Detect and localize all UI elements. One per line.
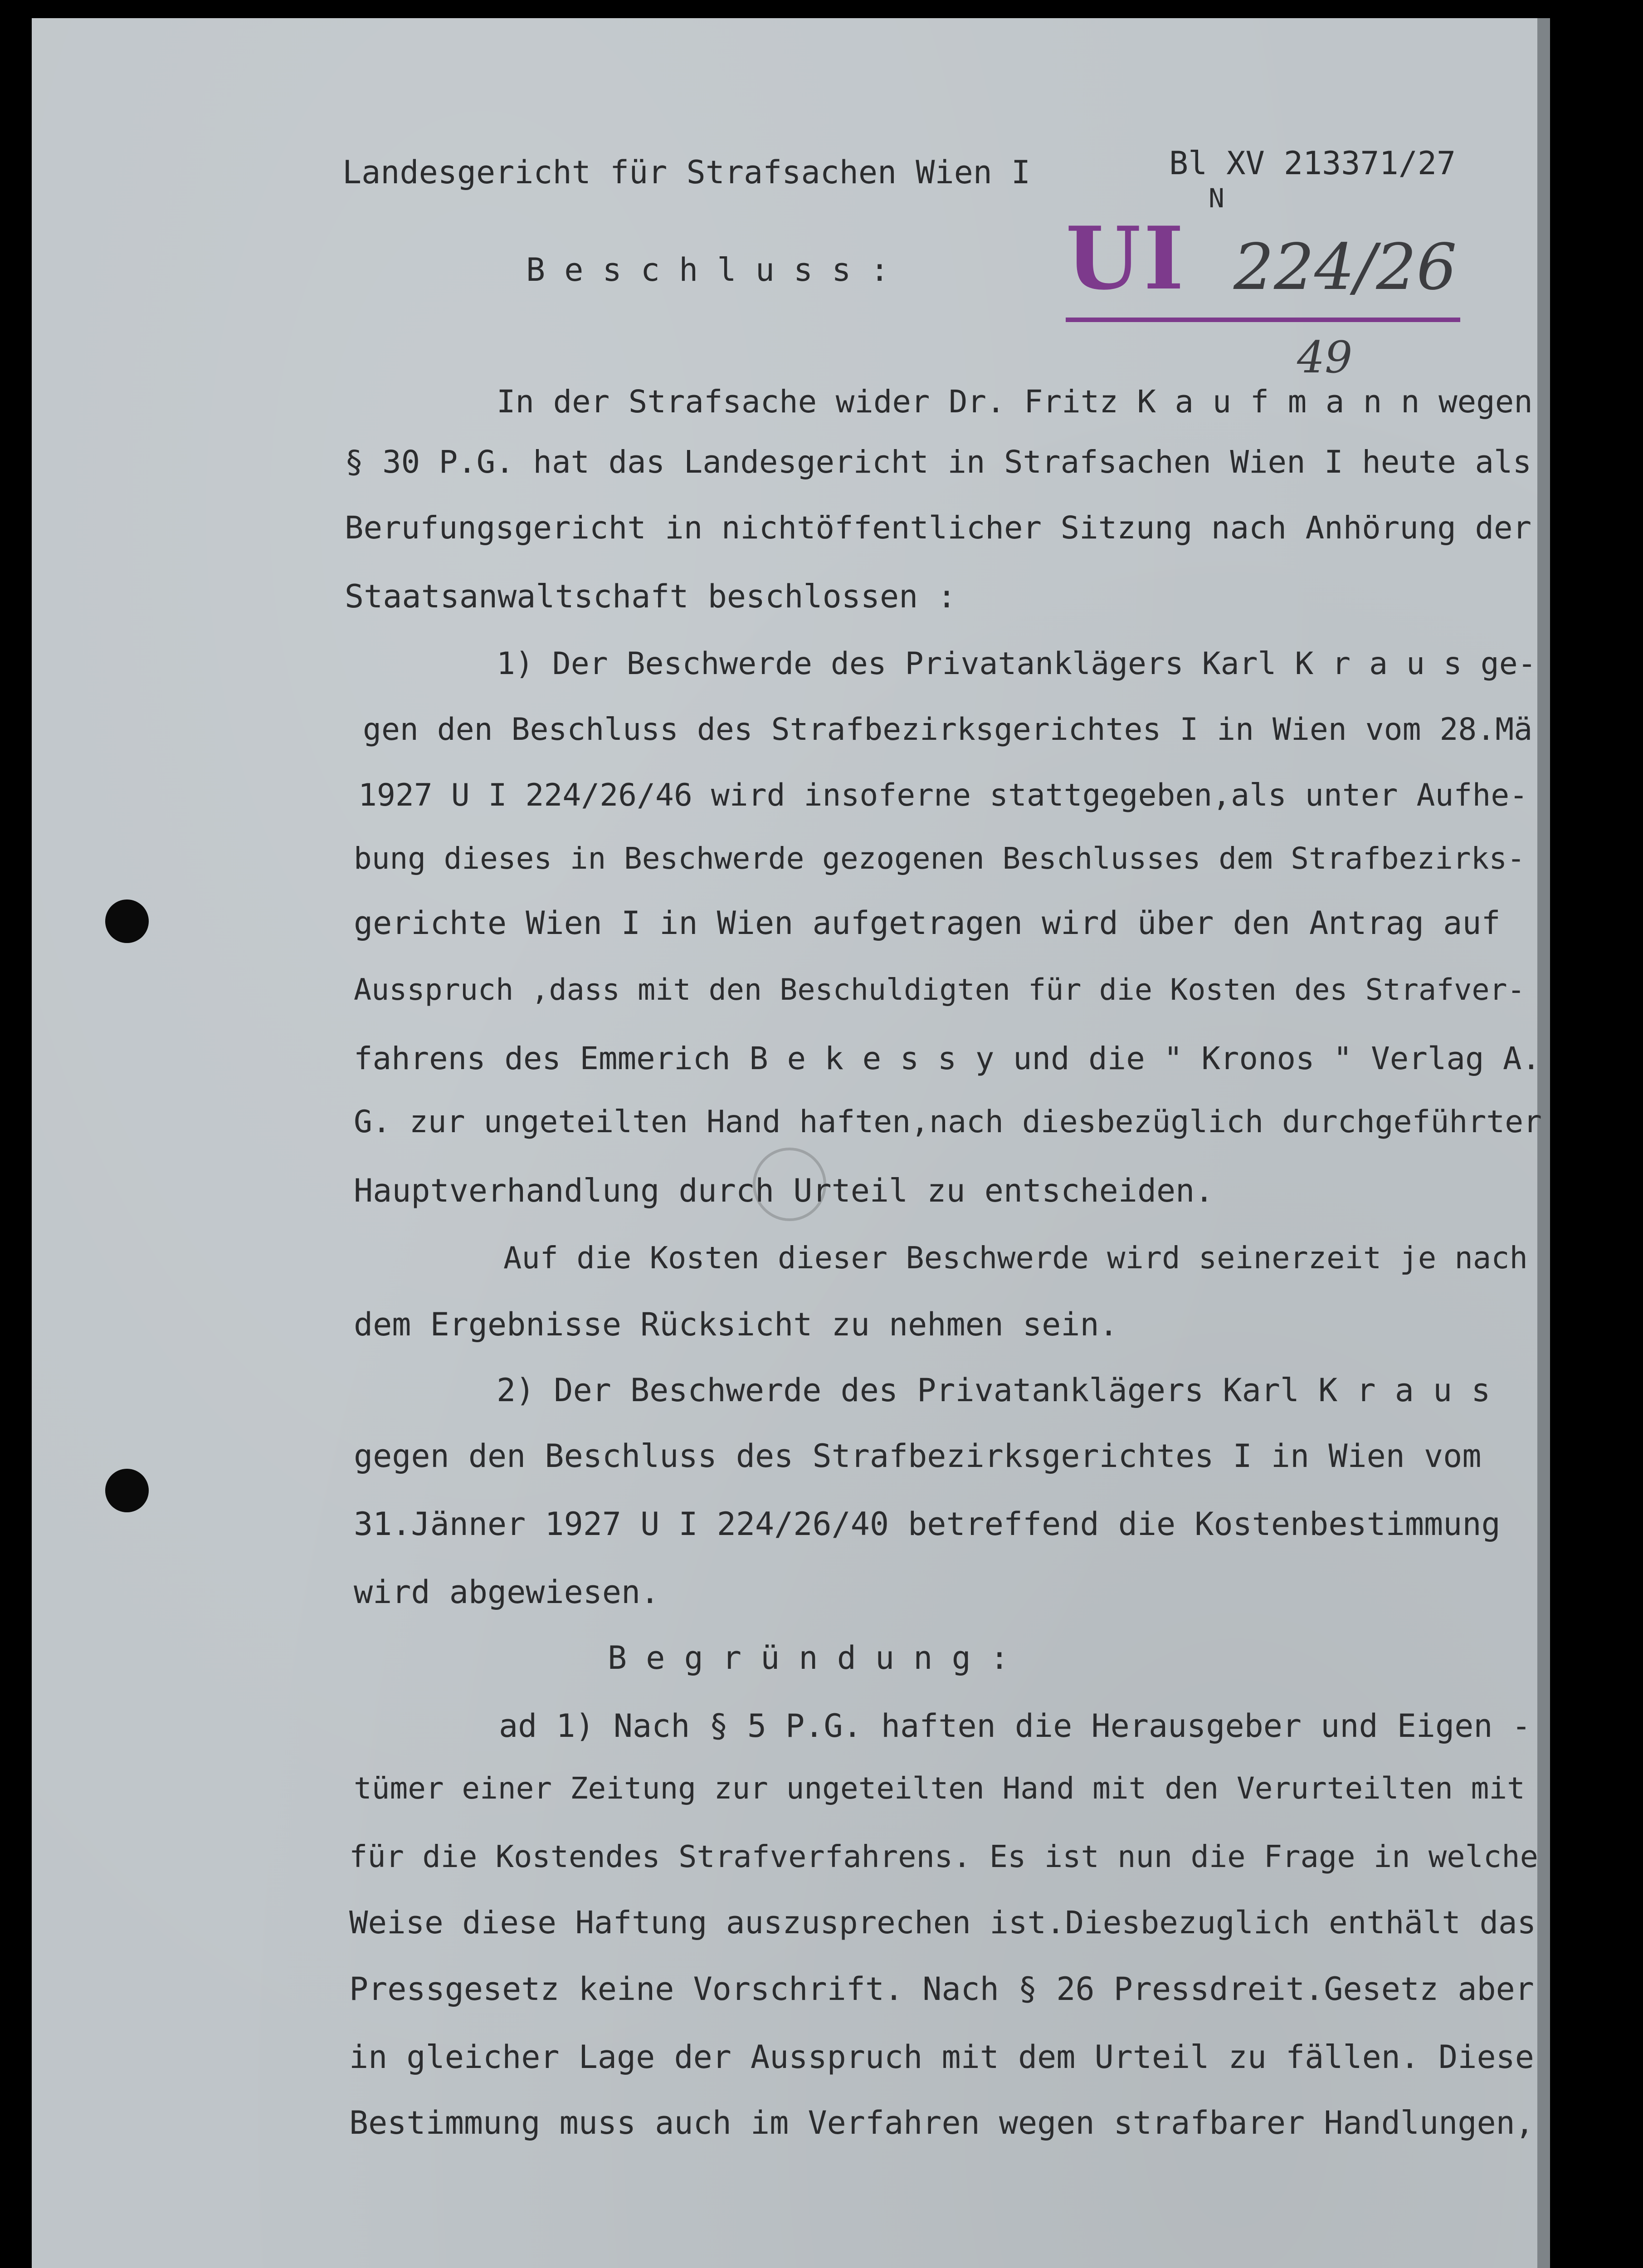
body-line: In der Strafsache wider Dr. Fritz K a u f m a n n wegen [497, 384, 1533, 420]
court-stamp: UI [1066, 208, 1187, 309]
body-line: Ausspruch ,dass mit den Beschuldigten für die Kosten des Strafver- [354, 973, 1525, 1007]
punch-hole-bottom [105, 1469, 149, 1512]
reasons-line: tümer einer Zeitung zur ungeteilten Hand mit den Verurteilten mit [354, 1771, 1525, 1806]
body-line: gen den Beschluss des Strafbezirksgerichtes I in Wien vom 28.Mä [363, 712, 1533, 748]
punch-hole-top [105, 899, 149, 943]
body-line: Hauptverhandlung durch Urteil zu entscheiden. [354, 1172, 1214, 1209]
body-line: Berufungsgericht in nichtöffentlicher Sitzung nach Anhörung der [345, 510, 1532, 546]
body-line: G. zur ungeteilten Hand haften,nach diesbezüglich durchgeführter [354, 1104, 1542, 1140]
stamp-underline [1066, 318, 1460, 322]
reasons-line: Bestimmung muss auch im Verfahren wegen strafbarer Handlungen, [349, 2104, 1534, 2141]
body-line: § 30 P.G. hat das Landesgericht in Strafsachen Wien I heute als [345, 444, 1532, 480]
reasons-line: Weise diese Haftung auszusprechen ist.Diesbezuglich enthält das [349, 1905, 1536, 1941]
body-line: Staatsanwaltschaft beschlossen : [345, 578, 956, 615]
body-line: gerichte Wien I in Wien aufgetragen wird über den Antrag auf [354, 904, 1501, 942]
body-line: dem Ergebnisse Rücksicht zu nehmen sein. [354, 1306, 1118, 1343]
body-line: bung dieses in Beschwerde gezogenen Beschlusses dem Strafbezirks- [354, 841, 1525, 876]
page-edge [1537, 18, 1550, 2268]
body-line: gegen den Beschluss des Strafbezirksgerichtes I in Wien vom [354, 1437, 1482, 1475]
reasons-line: ad 1) Nach § 5 P.G. haften die Herausgeber und Eigen - [499, 1707, 1531, 1745]
handwritten-page-number: 49 [1297, 332, 1353, 383]
body-line: fahrens des Emmerich B e k e s s y und die " Kronos " Verlag A. [354, 1041, 1541, 1077]
file-reference-sub: N [1209, 183, 1224, 214]
body-line: Auf die Kosten dieser Beschwerde wird seinerzeit je nach [503, 1240, 1528, 1276]
document-title: B e s c h l u s s : [526, 251, 889, 288]
body-line: 1) Der Beschwerde des Privatanklägers Karl K r a u s ge- [497, 646, 1536, 682]
reasons-heading: B e g r ü n d u n g : [608, 1639, 1009, 1677]
body-line: wird abgewiesen. [354, 1574, 660, 1611]
reasons-line: in gleicher Lage der Ausspruch mit dem Urteil zu fällen. Diese [349, 2038, 1534, 2076]
court-name: Landesgericht für Strafsachen Wien I [342, 154, 1031, 191]
reasons-line: Pressgesetz keine Vorschrift. Nach § 26 Pressdreit.Gesetz aber [349, 1970, 1534, 2008]
faint-seal [753, 1148, 826, 1221]
body-line: 2) Der Beschwerde des Privatanklägers Karl K r a u s [497, 1372, 1491, 1409]
body-line: 1927 U I 224/26/46 wird insoferne stattgegeben,als unter Aufhe- [358, 777, 1528, 813]
stamp-handwritten-number: 224/26 [1233, 230, 1457, 304]
file-reference: Bl XV 213371/27 [1169, 145, 1456, 182]
body-line: 31.Jänner 1927 U I 224/26/40 betreffend die Kostenbestimmung [354, 1505, 1501, 1543]
reasons-line: für die Kostendes Strafverfahrens. Es ist nun die Frage in welche [349, 1839, 1538, 1874]
